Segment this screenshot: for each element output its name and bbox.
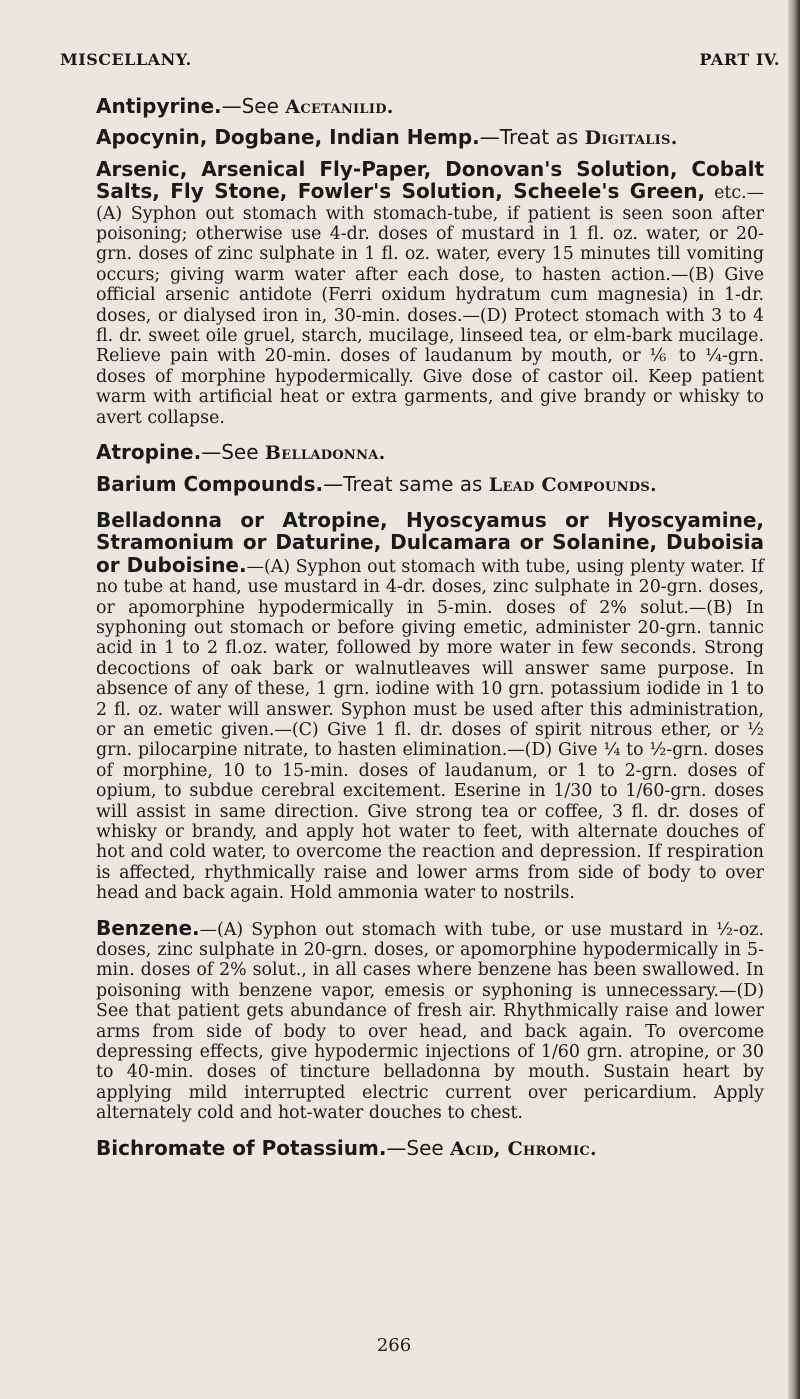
running-head-part: PART IV. [699, 50, 780, 69]
entry-dash: —See [386, 1135, 451, 1160]
entry-headword: Bichromate of Potassium. [96, 1135, 387, 1160]
entry-headword: Atropine. [96, 440, 202, 465]
entry-headword: Barium Compounds. [96, 471, 324, 496]
entry-barium [96, 471, 764, 496]
entry-headword: Belladonna or Atropine, Hyoscyamus or Hyoscyamine, Stramonium or Daturine, Dulcamara or Solanine, Duboisia or Duboisine. [96, 507, 764, 577]
page-content [96, 96, 764, 1169]
entry-dash: —Treat as [479, 125, 585, 150]
entry-headword: Arsenic, Arsenical Fly-Paper, Donovan's Solution, Cobalt Salts, Fly Stone, Fowler's Solution, Scheele's Green, [96, 156, 764, 204]
entry-cross-reference: Lead Compounds. [488, 473, 657, 496]
entry-dash: —Treat same as [323, 471, 489, 496]
running-head-section: MISCELLANY. [60, 50, 192, 69]
entry-headword: Benzene. [96, 915, 200, 940]
entry-belladonna [96, 507, 764, 904]
entry-headword: Apocynin, Dogbane, Indian Hemp. [96, 125, 480, 150]
entry-atropine [96, 442, 764, 464]
page-edge [788, 0, 800, 1399]
entry-apocynin [96, 127, 764, 149]
entry-dash: —See [201, 440, 265, 465]
page-number: 266 [376, 1335, 412, 1356]
entry-body: etc.—(A) Syphon out stomach with stomach-tube, if patient is seen soon after poisoning; otherwise use 4-dr. doses of mustard in 1 fl. oz. water, or 20-grn. doses of zinc sulphate in 1 fl. oz. water, every 15 minutes till vomiting occurs; giving warm water after each dose, to hasten action.—(B) Give official arsenic antidote (Ferri oxidum hydratum cum magnesia) in 1-dr. doses, or dialysed iron in, 30-min. doses.—(D) Protect stomach with 3 to 4 fl. dr. sweet oile gruel, starch, mucilage, linseed tea, or elm-bark mucilage. Relieve pain with 20-min. doses of laudanum by mouth, or ⅙ to ¼-grn. doses of morphine hypodermically. Give dose of castor oil. Keep patient warm with artificial heat or extra garments, and give brandy or whisky to avert collapse. [96, 183, 765, 428]
entry-dash: —See [221, 94, 286, 118]
entry-arsenic [96, 156, 765, 428]
entry-cross-reference: Digitalis. [584, 127, 678, 150]
running-head [60, 50, 780, 74]
entry-benzene [96, 915, 764, 1124]
entry-body: —(A) Syphon out stomach with tube, or use mustard in ½-oz. doses, zinc sulphate in 20-grn. doses, or apomorphine hypodermically in 5-min. doses of 2% solut., in all cases where benzene has been swallowed. In poisoning with benzene vapor, emesis or syphoning is unnecessary.—(D) See that patient gets abundance of fresh air. Rhythmically raise and lower arms from side of body to over head, and back again. To overcome depressing effects, give hypodermic injections of 1/60 grn. atropine, or 30 to 40-min. doses of tincture belladonna by mouth. Sustain heart by applying mild interrupted electric current over pericardium. Apply alternately cold and hot-water douches to chest. [96, 919, 764, 1124]
entry-cross-reference: Acetanilid. [285, 96, 394, 118]
entry-body: —(A) Syphon out stomach with tube, using plenty water. If no tube at hand, use mustard in 4-dr. doses, zinc sulphate in 20-grn. doses, or apomorphine hypodermically in 5-min. doses of 2% solut.—(B) In syphoning out stomach or before giving emetic, administer 20-grn. tannic acid in 1 to 2 fl.oz. water, followed by more water in few seconds. Strong decoctions of oak bark or walnutleaves will answer same purpose. In absence of any of these, 1 grn. iodine with 10 grn. potassium iodide in 1 to 2 fl. oz. water will answer. Syphon must be used after this administration, or an emetic given.—(C) Give 1 fl. dr. doses of spirit nitrous ether, or ½ grn. pilocarpine nitrate, to hasten elimination.—(D) Give ¼ to ½-grn. doses of morphine, 10 to 15-min. doses of laudanum, or 1 to 2-grn. doses of opium, to subdue cerebral excitement. Eserine in 1/30 to 1/60-grn. doses will assist in same direction. Give strong tea or coffee, 3 fl. dr. doses of whisky or brandy, and apply hot water to feet, with alternate douches of hot and cold water, to overcome the reaction and depression. If respiration is affected, rhythmically raise and lower arms from side of body to over head and back again. Hold ammonia water to nostrils. [96, 556, 764, 904]
entry-headword: Antipyrine. [96, 94, 222, 118]
entry-cross-reference: Belladonna. [264, 442, 386, 465]
entry-antipyrine [96, 96, 764, 118]
entry-bichromate [96, 1135, 764, 1160]
entry-cross-reference: Acid, Chromic. [450, 1137, 597, 1160]
